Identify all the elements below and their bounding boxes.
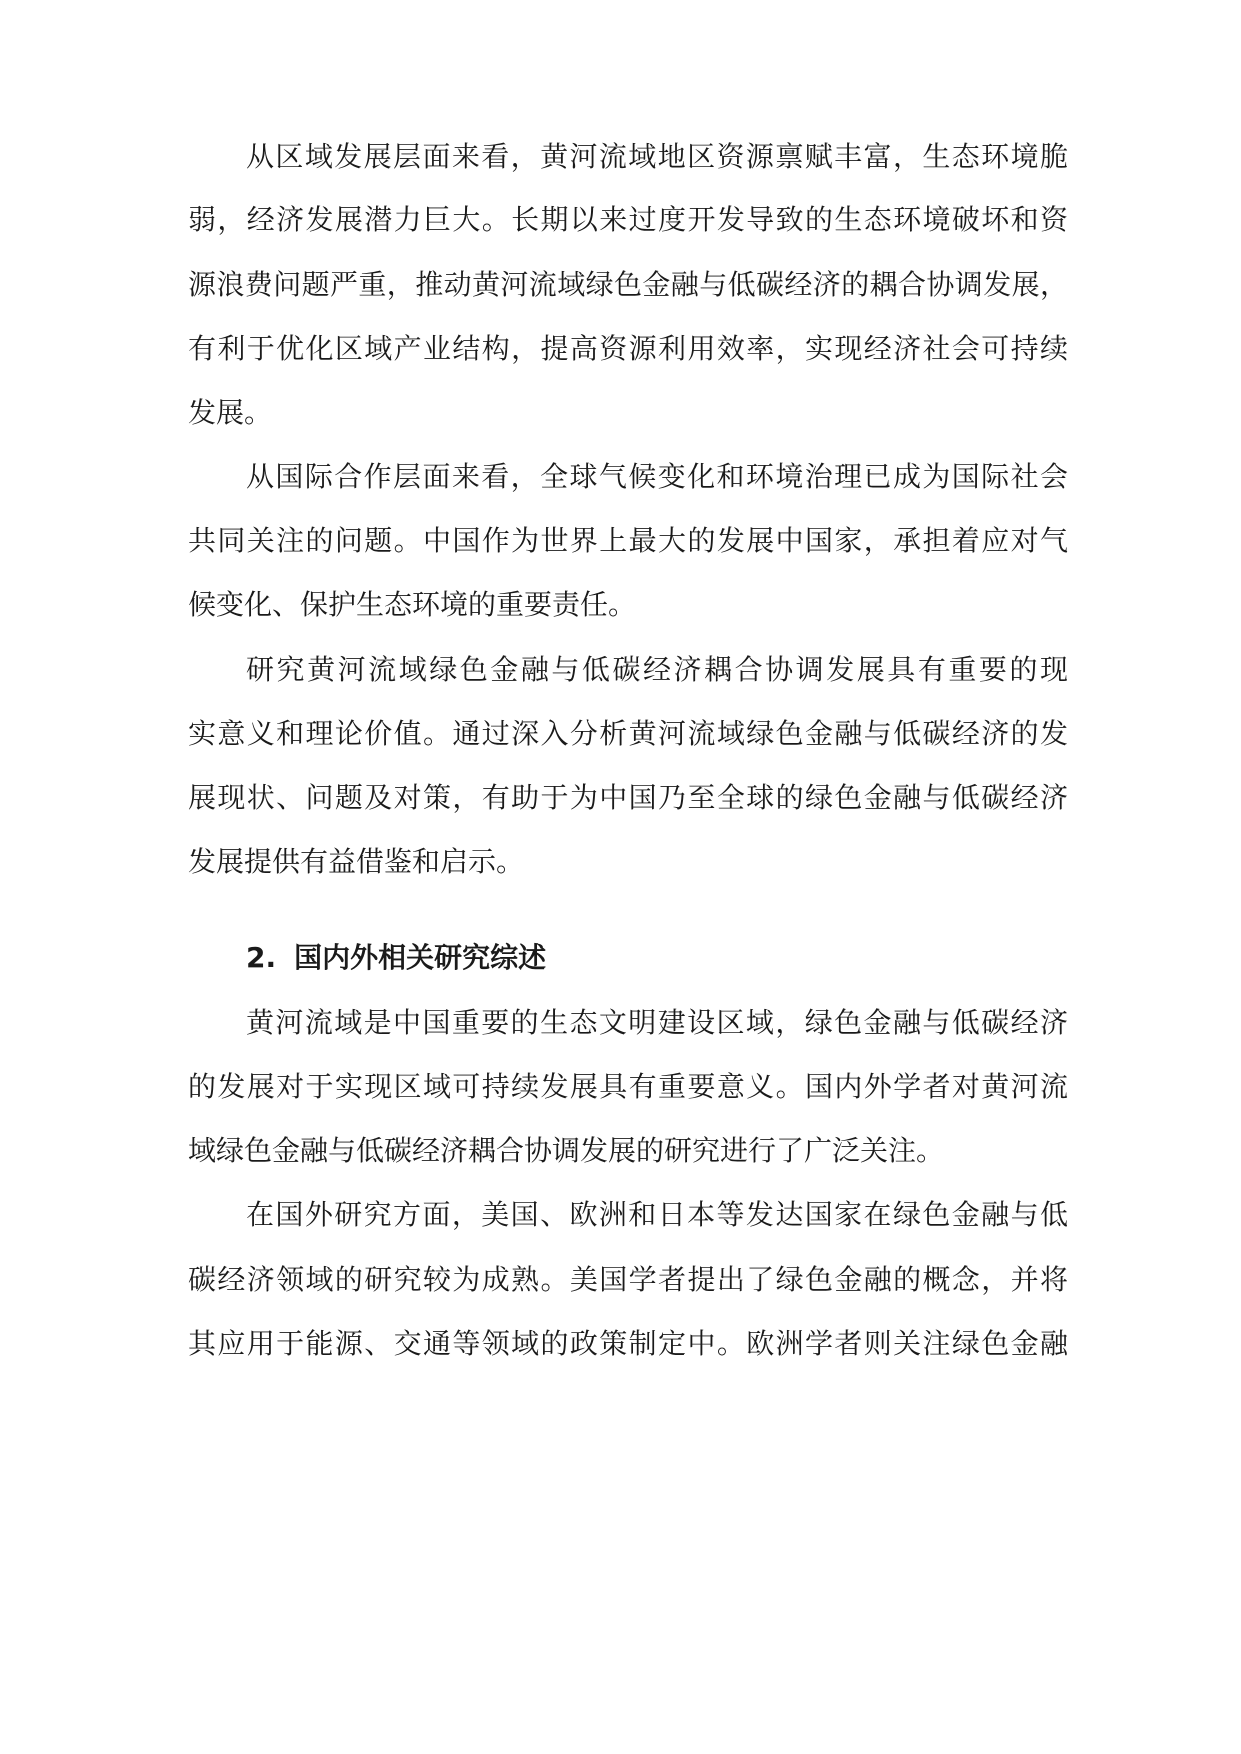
section-paragraph-1-line-1: 黄河流域是中国重要的生态文明建设区域，绿色金融与低碳经济 — [246, 1006, 1068, 1039]
section-paragraph-2-line-1: 在国外研究方面，美国、欧洲和日本等发达国家在绿色金融与低 — [246, 1198, 1068, 1231]
paragraph-1-line-3: 源浪费问题严重，推动黄河流域绿色金融与低碳经济的耦合协调发展， — [188, 268, 1068, 301]
paragraph-3-line-1: 研究黄河流域绿色金融与低碳经济耦合协调发展具有重要的现 — [246, 653, 1068, 686]
paragraph-3-line-3: 展现状、问题及对策，有助于为中国乃至全球的绿色金融与低碳经济 — [188, 781, 1068, 814]
paragraph-1-line-1: 从区域发展层面来看，黄河流域地区资源禀赋丰富，生态环境脆 — [246, 140, 1068, 173]
section-heading-number: 2. — [246, 941, 277, 974]
paragraph-3-line-4: 发展提供有益借鉴和启示。 — [188, 845, 525, 878]
section-paragraph-2-line-3: 其应用于能源、交通等领域的政策制定中。欧洲学者则关注绿色金融 — [188, 1327, 1068, 1360]
paragraph-1-line-5: 发展。 — [188, 396, 273, 429]
paragraph-1-line-4: 有利于优化区域产业结构，提高资源利用效率，实现经济社会可持续 — [188, 332, 1068, 365]
section-paragraph-1-line-2: 的发展对于实现区域可持续发展具有重要意义。国内外学者对黄河流 — [188, 1070, 1068, 1103]
section-paragraph-1-line-3: 域绿色金融与低碳经济耦合协调发展的研究进行了广泛关注。 — [188, 1134, 945, 1167]
paragraph-2-line-1: 从国际合作层面来看，全球气候变化和环境治理已成为国际社会 — [246, 460, 1068, 493]
paragraph-2-line-2: 共同关注的问题。中国作为世界上最大的发展中国家，承担着应对气 — [188, 524, 1068, 557]
section-heading-title: 国内外相关研究综述 — [294, 941, 547, 974]
paragraph-2-line-3: 候变化、保护生态环境的重要责任。 — [188, 588, 637, 621]
paragraph-1-line-2: 弱，经济发展潜力巨大。长期以来过度开发导致的生态环境破坏和资 — [188, 203, 1068, 236]
paragraph-3-line-2: 实意义和理论价值。通过深入分析黄河流域绿色金融与低碳经济的发 — [188, 717, 1068, 750]
section-heading — [246, 938, 1068, 978]
section-paragraph-2-line-2: 碳经济领域的研究较为成熟。美国学者提出了绿色金融的概念，并将 — [188, 1263, 1068, 1296]
